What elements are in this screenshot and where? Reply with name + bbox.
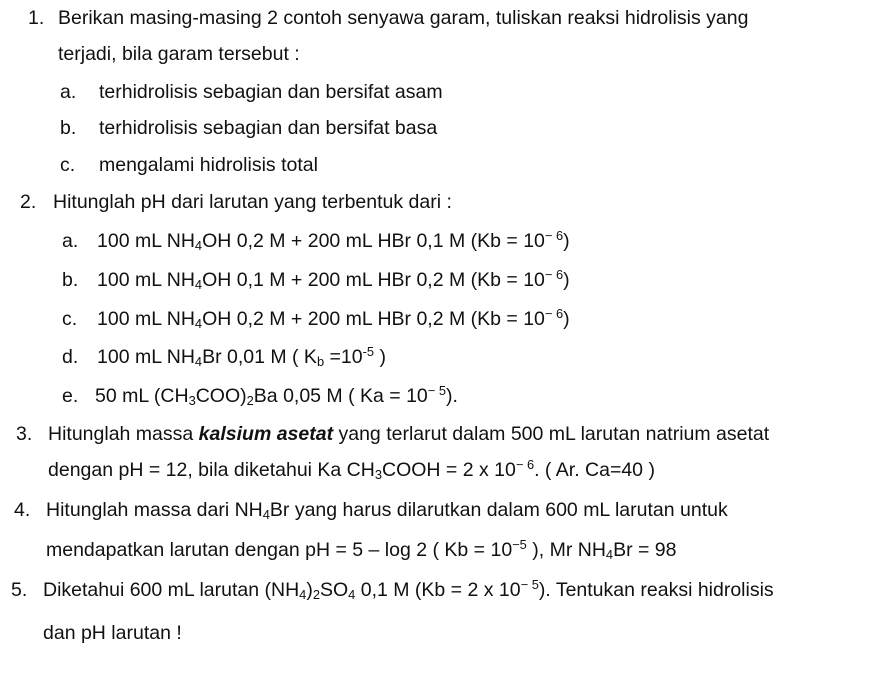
- item-text: 100 mL $NH_4OH$ 0,1 M + 200 mL HBr 0,2 M $(Kb = 10^{- 6})$: [97, 266, 570, 292]
- item-letter: c.: [60, 154, 76, 176]
- question-number: 5.: [11, 579, 28, 601]
- question-text: Berikan masing-masing 2 contoh senyawa garam, tuliskan reaksi hidrolisis yang: [58, 7, 749, 29]
- question-text-continued: mendapatkan larutan dengan pH = 5 – log 2 ( $Kb = 10^{-5}$ ), Mr $NH_4Br = 98$: [46, 536, 677, 562]
- item-text: terhidrolisis sebagian dan bersifat basa: [99, 117, 438, 139]
- question-text: Hitunglah pH dari larutan yang terbentuk dari :: [53, 191, 452, 213]
- item-letter: e.: [62, 385, 79, 407]
- question-text-continued: dengan pH = 12, bila diketahui Ka $CH_3COOH = 2$ x $10^{- 6}$. ( Ar. Ca=40 ): [48, 456, 655, 482]
- item-text: mengalami hidrolisis total: [99, 154, 318, 176]
- item-text: 50 mL $(CH_3COO)_2Ba$ 0,05 M ( $Ka = 10^{- 5}$).: [95, 382, 458, 408]
- question-number: 3.: [16, 423, 33, 445]
- question-text-continued: terjadi, bila garam tersebut :: [58, 43, 300, 65]
- item-letter: b.: [60, 117, 77, 139]
- item-letter: a.: [62, 230, 79, 252]
- question-text: Hitunglah massa kalsium asetat yang terlarut dalam 500 mL larutan natrium asetat: [48, 423, 770, 445]
- item-text: 100 mL $NH_4Br$ 0,01 M ( $K_b =10^{-5}$ ): [97, 343, 386, 369]
- emphasis-term: kalsium asetat: [198, 423, 334, 445]
- question-text: Hitunglah massa dari $NH_4Br$ yang harus dilarutkan dalam 600 mL larutan untuk: [46, 499, 728, 522]
- item-text: terhidrolisis sebagian dan bersifat asam: [99, 81, 443, 103]
- item-text: 100 mL $NH_4OH$ 0,2 M + 200 mL HBr 0,2 M $(Kb = 10^{- 6})$: [97, 305, 570, 331]
- item-letter: b.: [62, 269, 79, 291]
- question-text: Diketahui 600 mL larutan $(NH_4)_2SO_4$ 0,1 M (Kb = 2 x $10^{- 5}$). Tentukan reaksi hidrolisis: [43, 576, 774, 602]
- question-number: 4.: [14, 499, 31, 521]
- item-text: 100 mL $NH_4OH$ 0,2 M + 200 mL HBr 0,1 M $(Kb = 10^{- 6})$: [97, 227, 570, 253]
- item-letter: d.: [62, 346, 79, 368]
- question-number: 1.: [28, 7, 45, 29]
- question-text-continued: dan pH larutan !: [43, 622, 182, 644]
- item-letter: c.: [62, 308, 78, 330]
- question-number: 2.: [20, 191, 37, 213]
- item-letter: a.: [60, 81, 77, 103]
